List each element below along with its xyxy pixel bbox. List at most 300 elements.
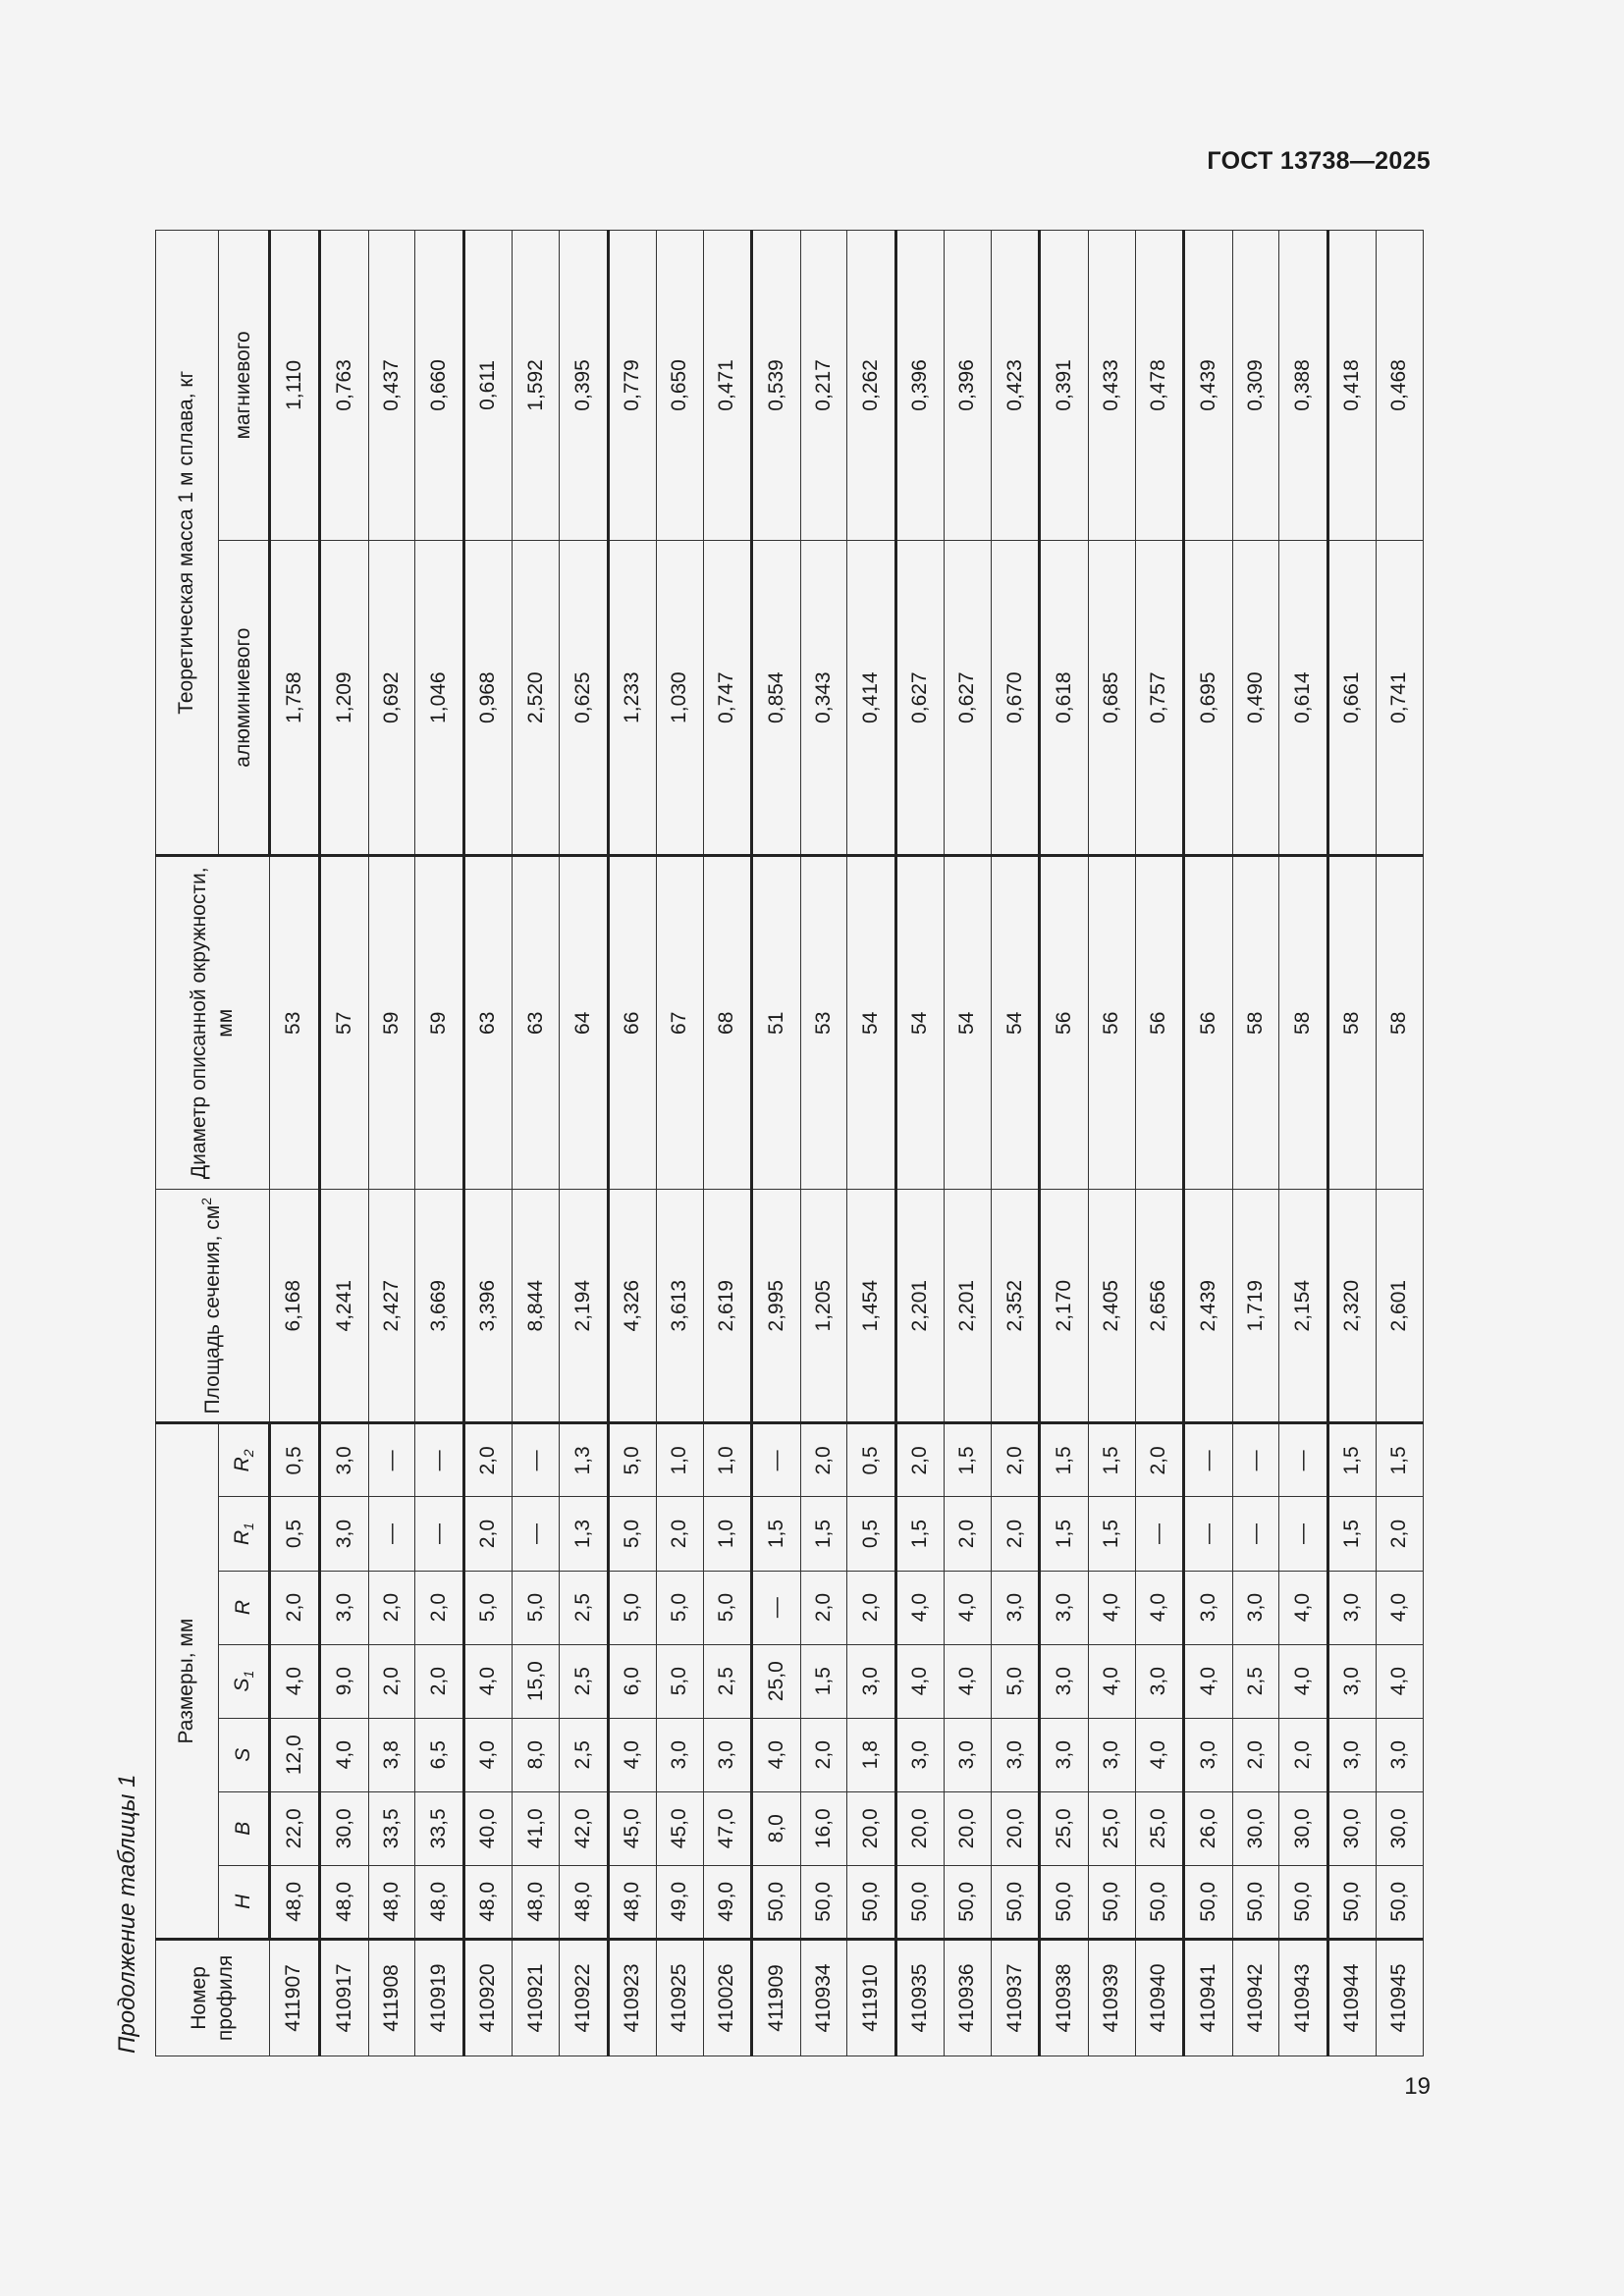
cell-B: 30,0 — [1232, 1791, 1279, 1865]
cell-B: 30,0 — [1279, 1791, 1327, 1865]
cell-H: 50,0 — [800, 1865, 847, 1939]
table-row — [800, 231, 847, 2056]
cell-diameter: 58 — [1232, 856, 1279, 1190]
cell-diameter: 54 — [847, 856, 895, 1190]
cell-S1: 4,0 — [1184, 1644, 1232, 1718]
cell-R: 4,0 — [1377, 1571, 1424, 1644]
cell-R2: 1,5 — [1040, 1423, 1088, 1497]
cell-mass-magnesium: 0,471 — [703, 231, 751, 541]
profiles-table — [155, 230, 1424, 2056]
cell-profile-number: 410936 — [945, 1939, 992, 2056]
cell-H: 50,0 — [847, 1865, 895, 1939]
cell-area: 4,241 — [320, 1190, 368, 1423]
header-area — [156, 1190, 270, 1423]
cell-R2: 3,0 — [320, 1423, 368, 1497]
cell-mass-aluminium: 0,490 — [1232, 540, 1279, 856]
cell-mass-magnesium: 0,396 — [945, 231, 992, 541]
cell-S1: 4,0 — [1088, 1644, 1135, 1718]
cell-H: 50,0 — [895, 1865, 944, 1939]
cell-R: 4,0 — [1279, 1571, 1327, 1644]
cell-profile-number: 410935 — [895, 1939, 944, 2056]
cell-S: 4,0 — [608, 1718, 656, 1791]
cell-R1: 5,0 — [608, 1497, 656, 1571]
cell-R: 3,0 — [320, 1571, 368, 1644]
cell-area: 2,194 — [560, 1190, 608, 1423]
cell-profile-number: 410920 — [463, 1939, 512, 2056]
table-row — [656, 231, 703, 2056]
cell-B: 25,0 — [1135, 1791, 1183, 1865]
cell-S1: 2,0 — [415, 1644, 463, 1718]
cell-B: 16,0 — [800, 1791, 847, 1865]
table-row — [1184, 231, 1232, 2056]
cell-profile-number: 410917 — [320, 1939, 368, 2056]
cell-R1: 2,0 — [945, 1497, 992, 1571]
cell-H: 50,0 — [1232, 1865, 1279, 1939]
cell-profile-number: 410939 — [1088, 1939, 1135, 2056]
table-row — [1040, 231, 1088, 2056]
cell-profile-number: 411909 — [752, 1939, 800, 2056]
cell-profile-number: 410026 — [703, 1939, 751, 2056]
cell-S1: 4,0 — [463, 1644, 512, 1718]
cell-mass-aluminium: 0,747 — [703, 540, 751, 856]
cell-S1: 4,0 — [1279, 1644, 1327, 1718]
cell-diameter: 56 — [1040, 856, 1088, 1190]
cell-mass-aluminium: 0,627 — [895, 540, 944, 856]
cell-S1: 2,5 — [703, 1644, 751, 1718]
table-row — [1279, 231, 1327, 2056]
cell-B: 30,0 — [1327, 1791, 1376, 1865]
cell-R: — — [752, 1571, 800, 1644]
cell-R1: 0,5 — [847, 1497, 895, 1571]
cell-diameter: 54 — [991, 856, 1039, 1190]
cell-mass-magnesium: 0,437 — [368, 231, 415, 541]
cell-diameter: 63 — [463, 856, 512, 1190]
cell-H: 48,0 — [513, 1865, 560, 1939]
cell-S1: 4,0 — [1377, 1644, 1424, 1718]
table-row — [895, 231, 944, 2056]
cell-R2: — — [368, 1423, 415, 1497]
cell-mass-aluminium: 0,414 — [847, 540, 895, 856]
cell-mass-aluminium: 1,233 — [608, 540, 656, 856]
cell-S: 1,8 — [847, 1718, 895, 1791]
cell-R: 5,0 — [463, 1571, 512, 1644]
cell-S1: 25,0 — [752, 1644, 800, 1718]
cell-R2: 1,5 — [1088, 1423, 1135, 1497]
table-row — [752, 231, 800, 2056]
cell-H: 50,0 — [1327, 1865, 1376, 1939]
cell-mass-magnesium: 0,388 — [1279, 231, 1327, 541]
cell-R1: — — [368, 1497, 415, 1571]
cell-B: 42,0 — [560, 1791, 608, 1865]
cell-H: 48,0 — [270, 1865, 320, 1939]
cell-mass-aluminium: 0,625 — [560, 540, 608, 856]
cell-diameter: 58 — [1377, 856, 1424, 1190]
cell-S1: 5,0 — [656, 1644, 703, 1718]
cell-profile-number: 410922 — [560, 1939, 608, 2056]
cell-area: 2,995 — [752, 1190, 800, 1423]
cell-R1: 2,0 — [991, 1497, 1039, 1571]
cell-S1: 3,0 — [847, 1644, 895, 1718]
cell-S: 3,0 — [1088, 1718, 1135, 1791]
cell-mass-aluminium: 1,758 — [270, 540, 320, 856]
cell-area: 2,601 — [1377, 1190, 1424, 1423]
cell-B: 20,0 — [945, 1791, 992, 1865]
cell-B: 25,0 — [1040, 1791, 1088, 1865]
cell-R1: 1,5 — [800, 1497, 847, 1571]
cell-B: 45,0 — [608, 1791, 656, 1865]
cell-R2: 1,0 — [656, 1423, 703, 1497]
cell-R1: 2,0 — [463, 1497, 512, 1571]
cell-S: 4,0 — [463, 1718, 512, 1791]
cell-mass-aluminium: 0,692 — [368, 540, 415, 856]
cell-H: 48,0 — [463, 1865, 512, 1939]
cell-H: 48,0 — [368, 1865, 415, 1939]
cell-B: 20,0 — [991, 1791, 1039, 1865]
cell-mass-magnesium: 1,110 — [270, 231, 320, 541]
cell-area: 1,454 — [847, 1190, 895, 1423]
cell-profile-number: 410925 — [656, 1939, 703, 2056]
cell-R: 2,0 — [847, 1571, 895, 1644]
cell-S1: 3,0 — [1135, 1644, 1183, 1718]
cell-diameter: 51 — [752, 856, 800, 1190]
cell-diameter: 54 — [895, 856, 944, 1190]
header-R2-text: R — [230, 1457, 253, 1472]
cell-S: 2,0 — [1279, 1718, 1327, 1791]
cell-R: 5,0 — [656, 1571, 703, 1644]
cell-mass-magnesium: 0,650 — [656, 231, 703, 541]
cell-R1: 1,5 — [895, 1497, 944, 1571]
cell-R2: — — [752, 1423, 800, 1497]
table-row — [270, 231, 320, 2056]
cell-S: 4,0 — [752, 1718, 800, 1791]
header-R2 — [219, 1423, 270, 1497]
table-row — [1377, 231, 1424, 2056]
cell-R2: 1,0 — [703, 1423, 751, 1497]
table-body — [270, 231, 1424, 2056]
cell-H: 50,0 — [1135, 1865, 1183, 1939]
cell-R1: 1,3 — [560, 1497, 608, 1571]
cell-H: 48,0 — [560, 1865, 608, 1939]
cell-S1: 4,0 — [270, 1644, 320, 1718]
cell-area: 2,154 — [1279, 1190, 1327, 1423]
table-row — [368, 231, 415, 2056]
document-id: ГОСТ 13738—2025 — [1207, 147, 1431, 175]
cell-profile-number: 411908 — [368, 1939, 415, 2056]
cell-area: 4,326 — [608, 1190, 656, 1423]
cell-S1: 3,0 — [1040, 1644, 1088, 1718]
cell-mass-magnesium: 0,478 — [1135, 231, 1183, 541]
cell-S: 3,0 — [895, 1718, 944, 1791]
cell-S: 3,0 — [945, 1718, 992, 1791]
cell-mass-aluminium: 0,695 — [1184, 540, 1232, 856]
cell-B: 22,0 — [270, 1791, 320, 1865]
cell-area: 2,352 — [991, 1190, 1039, 1423]
header-H: H — [219, 1865, 270, 1939]
table-continuation-label: Продолжение таблицы 1 — [114, 1774, 140, 2054]
cell-area: 2,170 — [1040, 1190, 1088, 1423]
table-row — [320, 231, 368, 2056]
cell-R2: — — [1184, 1423, 1232, 1497]
cell-R1: — — [513, 1497, 560, 1571]
cell-H: 50,0 — [945, 1865, 992, 1939]
cell-H: 48,0 — [320, 1865, 368, 1939]
header-dimensions: Размеры, мм — [156, 1423, 219, 1940]
cell-mass-aluminium: 0,854 — [752, 540, 800, 856]
cell-R2: 2,0 — [1135, 1423, 1183, 1497]
cell-R2: — — [513, 1423, 560, 1497]
cell-S: 3,0 — [1184, 1718, 1232, 1791]
cell-area: 2,201 — [895, 1190, 944, 1423]
cell-R1: — — [1232, 1497, 1279, 1571]
cell-R2: 1,5 — [945, 1423, 992, 1497]
header-R2-sub: 2 — [240, 1449, 256, 1458]
cell-mass-magnesium: 0,611 — [463, 231, 512, 541]
cell-S: 8,0 — [513, 1718, 560, 1791]
cell-profile-number: 410937 — [991, 1939, 1039, 2056]
cell-S: 6,5 — [415, 1718, 463, 1791]
table-row — [991, 231, 1039, 2056]
cell-B: 45,0 — [656, 1791, 703, 1865]
cell-mass-aluminium: 1,209 — [320, 540, 368, 856]
cell-B: 20,0 — [847, 1791, 895, 1865]
table-row — [1327, 231, 1376, 2056]
cell-mass-magnesium: 0,418 — [1327, 231, 1376, 541]
cell-R1: — — [415, 1497, 463, 1571]
cell-S1: 6,0 — [608, 1644, 656, 1718]
cell-S: 4,0 — [320, 1718, 368, 1791]
cell-area: 2,201 — [945, 1190, 992, 1423]
cell-profile-number: 410944 — [1327, 1939, 1376, 2056]
cell-area: 3,669 — [415, 1190, 463, 1423]
cell-R: 5,0 — [608, 1571, 656, 1644]
cell-R1: 3,0 — [320, 1497, 368, 1571]
cell-H: 50,0 — [1279, 1865, 1327, 1939]
cell-mass-magnesium: 0,396 — [895, 231, 944, 541]
header-area-text: Площадь сечения, см — [201, 1204, 225, 1415]
cell-H: 50,0 — [752, 1865, 800, 1939]
cell-mass-aluminium: 0,618 — [1040, 540, 1088, 856]
cell-diameter: 68 — [703, 856, 751, 1190]
cell-H: 50,0 — [1040, 1865, 1088, 1939]
cell-B: 33,5 — [368, 1791, 415, 1865]
cell-R: 2,0 — [800, 1571, 847, 1644]
cell-area: 2,405 — [1088, 1190, 1135, 1423]
cell-S: 3,8 — [368, 1718, 415, 1791]
cell-mass-magnesium: 0,391 — [1040, 231, 1088, 541]
cell-R: 3,0 — [1184, 1571, 1232, 1644]
cell-R: 4,0 — [1088, 1571, 1135, 1644]
cell-R1: — — [1279, 1497, 1327, 1571]
cell-R: 3,0 — [991, 1571, 1039, 1644]
cell-R1: 0,5 — [270, 1497, 320, 1571]
table-container — [155, 230, 1424, 2056]
cell-mass-aluminium: 0,343 — [800, 540, 847, 856]
table-row — [1232, 231, 1279, 2056]
cell-profile-number: 410943 — [1279, 1939, 1327, 2056]
cell-profile-number: 410941 — [1184, 1939, 1232, 2056]
cell-diameter: 58 — [1327, 856, 1376, 1190]
cell-R2: 2,0 — [895, 1423, 944, 1497]
cell-mass-aluminium: 1,046 — [415, 540, 463, 856]
cell-S1: 15,0 — [513, 1644, 560, 1718]
cell-H: 50,0 — [1184, 1865, 1232, 1939]
cell-profile-number: 410923 — [608, 1939, 656, 2056]
cell-R: 3,0 — [1232, 1571, 1279, 1644]
cell-mass-magnesium: 0,309 — [1232, 231, 1279, 541]
table-row — [847, 231, 895, 2056]
cell-S: 3,0 — [991, 1718, 1039, 1791]
cell-R: 2,0 — [368, 1571, 415, 1644]
cell-R: 2,0 — [270, 1571, 320, 1644]
cell-B: 40,0 — [463, 1791, 512, 1865]
cell-diameter: 59 — [415, 856, 463, 1190]
cell-H: 49,0 — [656, 1865, 703, 1939]
cell-R2: 0,5 — [270, 1423, 320, 1497]
cell-diameter: 53 — [270, 856, 320, 1190]
cell-S: 2,0 — [800, 1718, 847, 1791]
cell-profile-number: 410934 — [800, 1939, 847, 2056]
cell-mass-aluminium: 0,614 — [1279, 540, 1327, 856]
cell-profile-number: 411907 — [270, 1939, 320, 2056]
header-R1 — [219, 1497, 270, 1571]
cell-mass-aluminium: 0,741 — [1377, 540, 1424, 856]
cell-area: 2,439 — [1184, 1190, 1232, 1423]
cell-mass-magnesium: 0,395 — [560, 231, 608, 541]
cell-S1: 2,0 — [368, 1644, 415, 1718]
cell-profile-number: 410940 — [1135, 1939, 1183, 2056]
table-row — [945, 231, 992, 2056]
header-aluminium: алюминиевого — [219, 540, 270, 856]
header-S1 — [219, 1644, 270, 1718]
cell-R2: 0,5 — [847, 1423, 895, 1497]
page-number: 19 — [1404, 2073, 1431, 2100]
cell-R1: 1,5 — [752, 1497, 800, 1571]
cell-R2: 1,5 — [1327, 1423, 1376, 1497]
cell-R: 4,0 — [945, 1571, 992, 1644]
cell-S: 4,0 — [1135, 1718, 1183, 1791]
cell-S: 2,0 — [1232, 1718, 1279, 1791]
cell-H: 50,0 — [991, 1865, 1039, 1939]
cell-H: 48,0 — [608, 1865, 656, 1939]
table-row — [608, 231, 656, 2056]
cell-R: 4,0 — [1135, 1571, 1183, 1644]
header-area-sup: 2 — [198, 1197, 215, 1205]
header-R1-sub: 1 — [240, 1522, 256, 1530]
cell-S: 3,0 — [1377, 1718, 1424, 1791]
header-mass: Теоретическая масса 1 м сплава, кг — [156, 231, 219, 857]
cell-R: 3,0 — [1040, 1571, 1088, 1644]
cell-diameter: 53 — [800, 856, 847, 1190]
cell-area: 6,168 — [270, 1190, 320, 1423]
cell-R2: 2,0 — [800, 1423, 847, 1497]
cell-R2: — — [1279, 1423, 1327, 1497]
cell-profile-number: 410919 — [415, 1939, 463, 2056]
cell-B: 41,0 — [513, 1791, 560, 1865]
cell-diameter: 56 — [1184, 856, 1232, 1190]
cell-area: 1,719 — [1232, 1190, 1279, 1423]
table-row — [703, 231, 751, 2056]
cell-mass-aluminium: 0,627 — [945, 540, 992, 856]
cell-R2: 2,0 — [991, 1423, 1039, 1497]
cell-mass-magnesium: 0,423 — [991, 231, 1039, 541]
cell-diameter: 57 — [320, 856, 368, 1190]
cell-R1: — — [1184, 1497, 1232, 1571]
cell-R1: 1,5 — [1040, 1497, 1088, 1571]
cell-mass-magnesium: 0,763 — [320, 231, 368, 541]
cell-mass-magnesium: 0,262 — [847, 231, 895, 541]
cell-S1: 3,0 — [1327, 1644, 1376, 1718]
cell-H: 50,0 — [1088, 1865, 1135, 1939]
header-B: B — [219, 1791, 270, 1865]
cell-R: 5,0 — [703, 1571, 751, 1644]
cell-area: 3,396 — [463, 1190, 512, 1423]
header-R: R — [219, 1571, 270, 1644]
cell-S1: 4,0 — [895, 1644, 944, 1718]
cell-mass-magnesium: 0,539 — [752, 231, 800, 541]
header-S: S — [219, 1718, 270, 1791]
cell-area: 2,619 — [703, 1190, 751, 1423]
cell-B: 8,0 — [752, 1791, 800, 1865]
cell-S1: 2,5 — [560, 1644, 608, 1718]
cell-profile-number: 411910 — [847, 1939, 895, 2056]
cell-area: 2,656 — [1135, 1190, 1183, 1423]
cell-area: 8,844 — [513, 1190, 560, 1423]
cell-R2: 2,0 — [463, 1423, 512, 1497]
cell-R2: — — [1232, 1423, 1279, 1497]
cell-profile-number: 410938 — [1040, 1939, 1088, 2056]
cell-mass-aluminium: 0,685 — [1088, 540, 1135, 856]
cell-B: 33,5 — [415, 1791, 463, 1865]
cell-profile-number: 410942 — [1232, 1939, 1279, 2056]
cell-mass-magnesium: 0,660 — [415, 231, 463, 541]
cell-R1: — — [1135, 1497, 1183, 1571]
cell-mass-aluminium: 2,520 — [513, 540, 560, 856]
cell-R: 5,0 — [513, 1571, 560, 1644]
cell-S1: 2,5 — [1232, 1644, 1279, 1718]
cell-R2: 1,5 — [1377, 1423, 1424, 1497]
cell-diameter: 67 — [656, 856, 703, 1190]
table-row — [560, 231, 608, 2056]
cell-mass-aluminium: 1,030 — [656, 540, 703, 856]
cell-S: 3,0 — [703, 1718, 751, 1791]
header-S1-sub: 1 — [240, 1670, 256, 1679]
cell-B: 30,0 — [1377, 1791, 1424, 1865]
cell-R2: 5,0 — [608, 1423, 656, 1497]
cell-H: 49,0 — [703, 1865, 751, 1939]
cell-R1: 2,0 — [656, 1497, 703, 1571]
cell-profile-number: 410945 — [1377, 1939, 1424, 2056]
table-row — [463, 231, 512, 2056]
cell-R2: 1,3 — [560, 1423, 608, 1497]
table-row — [415, 231, 463, 2056]
header-S1-text: S — [230, 1678, 253, 1692]
cell-diameter: 63 — [513, 856, 560, 1190]
cell-R1: 1,5 — [1088, 1497, 1135, 1571]
cell-mass-aluminium: 0,757 — [1135, 540, 1183, 856]
cell-mass-aluminium: 0,670 — [991, 540, 1039, 856]
cell-H: 50,0 — [1377, 1865, 1424, 1939]
table-row — [1088, 231, 1135, 2056]
cell-B: 47,0 — [703, 1791, 751, 1865]
cell-diameter: 56 — [1135, 856, 1183, 1190]
cell-B: 30,0 — [320, 1791, 368, 1865]
cell-mass-magnesium: 0,779 — [608, 231, 656, 541]
cell-R1: 1,5 — [1327, 1497, 1376, 1571]
cell-S1: 5,0 — [991, 1644, 1039, 1718]
cell-R1: 1,0 — [703, 1497, 751, 1571]
table-row — [513, 231, 560, 2056]
cell-mass-aluminium: 0,968 — [463, 540, 512, 856]
